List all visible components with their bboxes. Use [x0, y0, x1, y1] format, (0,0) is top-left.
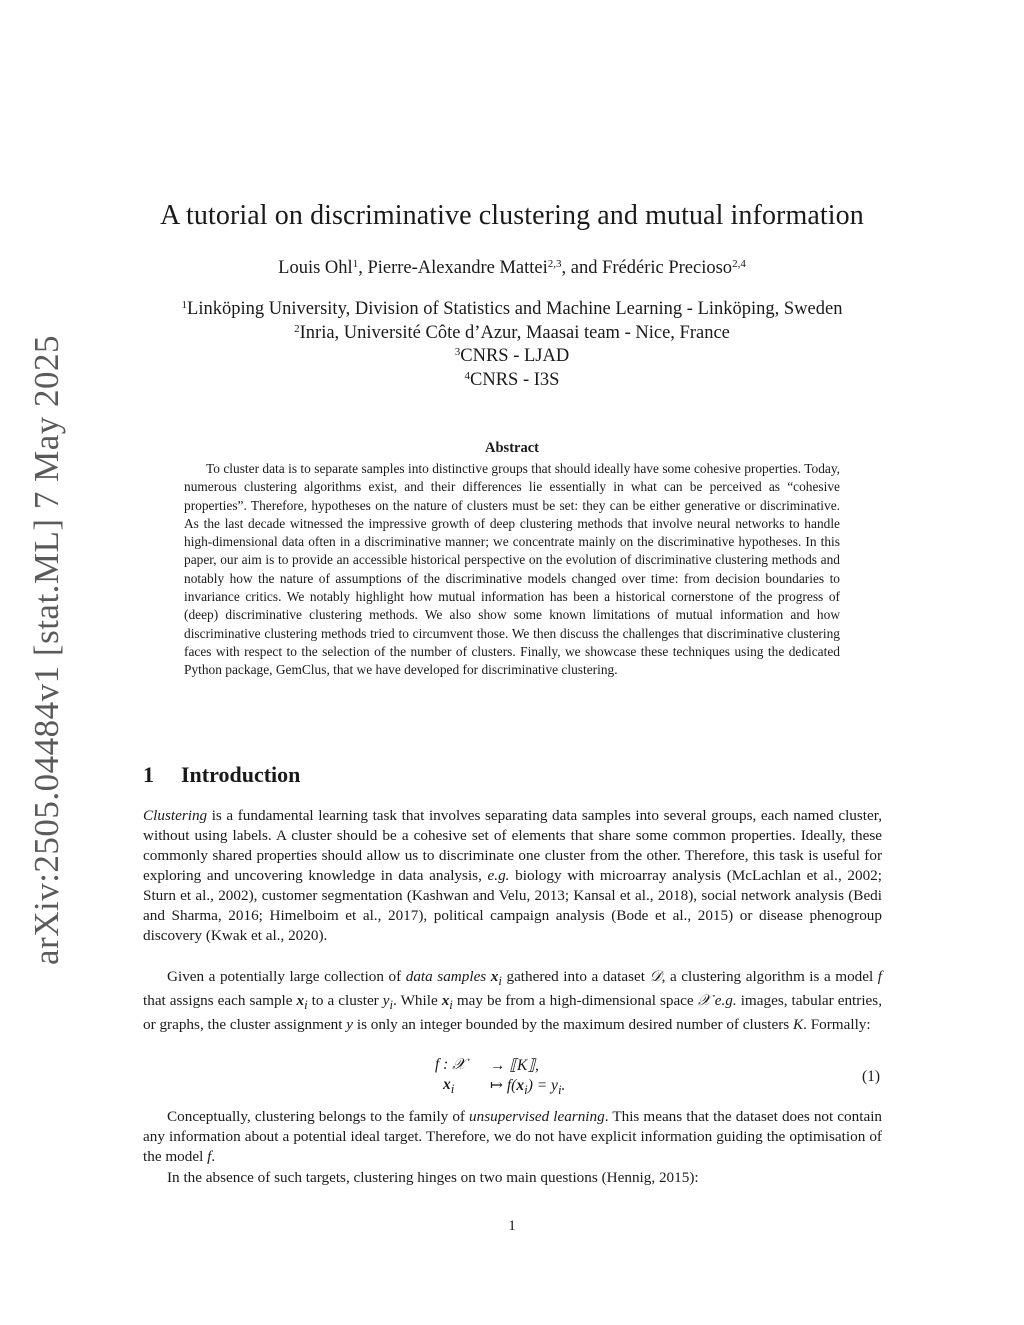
intro-paragraph-2 [143, 967, 882, 1035]
page-number: 1 [508, 1218, 516, 1234]
arxiv-identifier: arXiv:2505.04484v1 [stat.ML] 7 May 2025 [27, 335, 66, 965]
author-separator: , and [561, 258, 603, 278]
affiliation-mark: 4 [464, 369, 471, 382]
math-symbol: 𝒟 [649, 968, 662, 985]
emphasis: Clustering [143, 807, 208, 824]
section-heading [143, 762, 300, 788]
equation-rhs [490, 1076, 565, 1098]
paragraph-text: , a clustering algorithm is a model [661, 968, 878, 985]
emphasis: e.g. [487, 867, 510, 884]
affiliation-text: CNRS - I3S [470, 369, 560, 390]
paragraph-text: images, tabular entries, or graphs, the cluster assignment [143, 992, 882, 1034]
affiliation-list [0, 298, 1024, 392]
equation-lhs: f : 𝒳 [435, 1056, 466, 1073]
paragraph-text: that assigns each sample [143, 992, 297, 1010]
paragraph-text: . This means that the dataset does not contain any information about a potential ideal target. Therefore, we do not have explicit information guiding the optimisation of the model [143, 1108, 883, 1165]
math-subscript: i [304, 998, 308, 1013]
math-subscript: i [450, 1081, 455, 1097]
math-text: ) = y [527, 1077, 558, 1094]
intro-paragraph-1 [143, 806, 882, 946]
section-title: Introduction [181, 762, 301, 787]
intro-paragraph-3 [143, 1107, 882, 1167]
math-symbol: x [516, 1077, 525, 1094]
math-text: . [561, 1077, 566, 1094]
author-name: Pierre-Alexandre Mattei [367, 258, 548, 278]
intro-paragraph-4: In the absence of such targets, clustering hinges on two main questions (Hennig, 2015): [167, 1169, 699, 1186]
math-subscript: i [449, 998, 453, 1013]
paper-title: A tutorial on discriminative clustering and mutual information [160, 200, 864, 231]
paragraph-text: biology with microarray analysis (McLachlan et al., 2002; Sturn et al., 2002), customer segmentation (Kashwan and Velu, 2013; Kansal et al., 2018), social network analysis (Bedi and Sharma, 2016; Himelboim et al., 2017), political campaign analysis (Bode et al., 2015) or disease phenogroup discovery (Kwak et al., 2020). [143, 867, 882, 944]
affiliation [0, 298, 1024, 322]
equation-rhs: → ⟦K⟧, [490, 1057, 539, 1074]
abstract-heading: Abstract [485, 440, 539, 456]
emphasis: unsupervised learning [469, 1108, 605, 1125]
affiliation-text: Linköping University, Division of Statistics and Machine Learning - Linköping, Sweden [187, 299, 843, 319]
abstract-body: To cluster data is to separate samples into distinctive groups that should ideally have some cohesive properties. Today, numerous clustering algorithms exist, and their differences lie essentially in what can be perceived as “cohesive properties”. Therefore, hypotheses on the nature of clusters must be set: they can be either generative or discriminative. As the last decade witnessed the impressive growth of deep clustering methods that involve neural networks to handle high-dimensional data often in a discriminative manner; we concentrate mainly on the discriminative hypotheses. In this paper, our aim is to provide an accessible historical perspective on the evolution of discriminative clustering methods and notably how the nature of assumptions of the discriminative models changed over time: from decision boundaries to invariance critics. We notably highlight how mutual information has been a historical cornerstone of the progress of (deep) discriminative clustering methods. We also show some known limitations of mutual information and how discriminative clustering methods tried to circumvent those. We then discuss the challenges that discriminative clustering faces with respect to the selection of the number of clusters. Finally, we showcase these techniques using the dedicated Python package, GemClus, that we have developed for discriminative clustering. [184, 461, 840, 678]
math-symbol: f [207, 1148, 212, 1165]
paragraph-text: is a fundamental learning task that involves separating data samples into several groups, each named cluster, without using labels. A cluster should be a cohesive set of elements that share some common properties. Ideally, these commonly shared properties should allow us to discriminate one cluster from the other. Therefore, this task is useful for exploring and uncovering knowledge in data analysis, [143, 807, 882, 884]
emphasis: e.g. [714, 992, 737, 1010]
math-subscript: i [389, 998, 394, 1013]
author-affiliation-mark: 2,3 [547, 258, 562, 270]
equation-lhs [443, 1076, 454, 1097]
author-affiliation-mark: 2,4 [732, 258, 746, 270]
equation-number: (1) [862, 1068, 881, 1085]
math-symbol: x [441, 992, 450, 1010]
author-separator: , [358, 258, 368, 278]
math-symbol: 𝒳 [697, 992, 711, 1010]
math-symbol: x [490, 968, 499, 985]
author-affiliation-mark: 1 [352, 258, 359, 270]
paragraph-text: gathered into a dataset [501, 968, 650, 985]
affiliation [0, 345, 1024, 369]
paragraph-text: is only an integer bounded by the maximum desired number of clusters [353, 1016, 793, 1034]
math-symbol: y [346, 1016, 354, 1034]
affiliation-mark: 3 [454, 346, 461, 358]
affiliation [0, 322, 1024, 346]
affiliation-mark: 1 [181, 299, 188, 311]
paragraph-text: . Formally: [803, 1016, 871, 1034]
paragraph-text: may be from a high-dimensional space [452, 992, 698, 1010]
affiliation-text: Inria, Université Côte d’Azur, Maasai team - Nice, France [299, 322, 730, 343]
paragraph-text: . While [393, 992, 442, 1010]
affiliation-text: CNRS - LJAD [460, 346, 570, 366]
paragraph-text: Given a potentially large collection of [167, 968, 406, 985]
paragraph-text: to a cluster [307, 992, 383, 1010]
paragraph-text: Conceptually, clustering belongs to the family of [167, 1108, 470, 1125]
author-name: Louis Ohl [278, 258, 353, 278]
author-list [0, 258, 1024, 279]
math-symbol: y [382, 992, 390, 1010]
math-symbol: x [296, 992, 305, 1010]
affiliation [0, 369, 1024, 393]
math-subscript: i [498, 974, 502, 989]
affiliation-mark: 2 [294, 322, 300, 335]
emphasis: data samples [405, 968, 487, 985]
author-name: Frédéric Precioso [602, 258, 733, 278]
math-symbol: f [877, 968, 883, 985]
math-text: ↦ f( [490, 1077, 517, 1094]
math-symbol: x [443, 1076, 451, 1093]
section-number: 1 [143, 762, 154, 787]
paragraph-text: . [211, 1148, 216, 1165]
math-subscript: i [557, 1082, 562, 1098]
math-symbol: K [792, 1016, 804, 1034]
math-subscript: i [524, 1082, 528, 1098]
